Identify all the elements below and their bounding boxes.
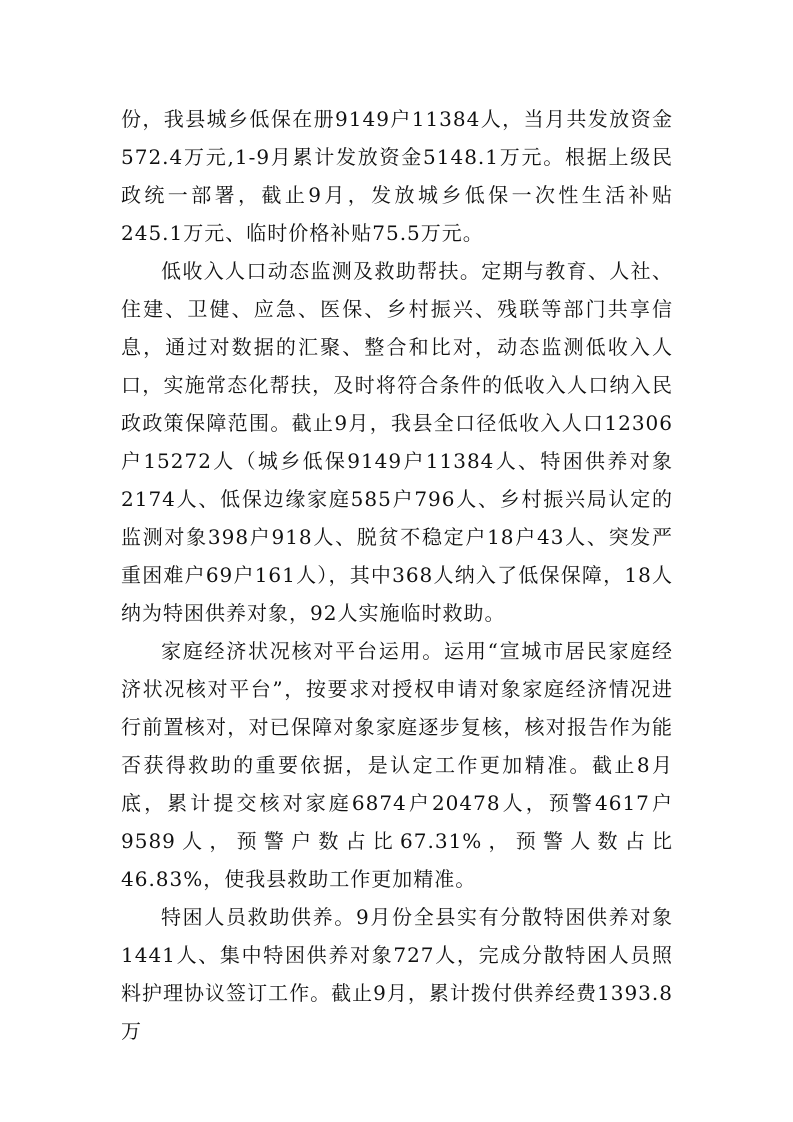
paragraph-low-income-monitoring: 低收入人口动态监测及救助帮扶。定期与教育、人社、住建、卫健、应急、医保、乡村振兴、残联等部门共享信息，通过对数据的汇聚、整合和比对，动态监测低收入人口，实施常态化帮扶，及时将符合条件的低收入人口纳入民政政策保障范围。截止9月，我县全口径低收入人口12306户15272人（城乡低保9149户11384人、特困供养对象2174人、低保边缘家庭585户796人、乡村振兴局认定的监测对象398户918人、脱贫不稳定户18户43人、突发严重困难户69户161人），其中368人纳入了低保保障，18人纳为特困供养对象，92人实施临时救助。 [121,259,673,625]
paragraph-special-hardship-support: 特困人员救助供养。9月份全县实有分散特困供养对象1441人、集中特困供养对象727人，完成分散特困人员照料护理协议签订工作。截止9月，累计拨付供养经费1393.8万 [121,905,673,1043]
document-body [121,100,673,1050]
paragraph-continued: 份，我县城乡低保在册9149户11384人，当月共发放资金572.4万元,1-9月累计发放资金5148.1万元。根据上级民政统一部署，截止9月，发放城乡低保一次性生活补贴245.1万元、临时价格补贴75.5万元。 [121,107,673,245]
paragraph-verification-platform: 家庭经济状况核对平台运用。运用“宣城市居民家庭经济状况核对平台”，按要求对授权申请对象家庭经济情况进行前置核对，对已保障对象家庭逐步复核，核对报告作为能否获得救助的重要依据，是认定工作更加精准。截止8月底，累计提交核对家庭6874户20478人，预警4617户9589人，预警户数占比67.31%，预警人数占比46.83%，使我县救助工作更加精准。 [121,639,673,891]
